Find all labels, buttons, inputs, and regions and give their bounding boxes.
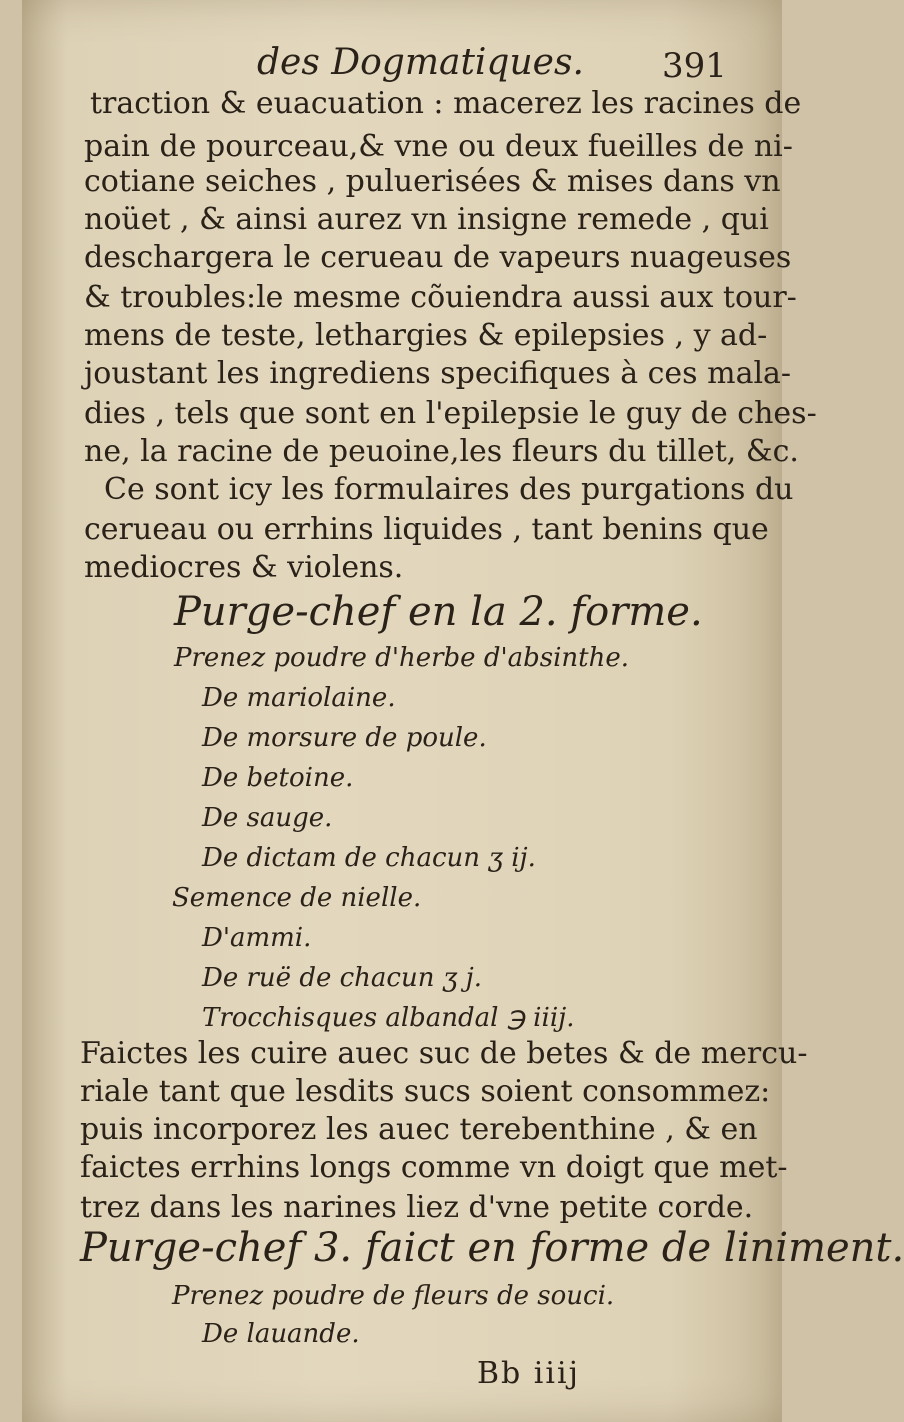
recipe-line: Semence de nielle. — [172, 883, 422, 913]
text-line: cotiane seiches , puluerisées & mises dans vn — [84, 164, 781, 199]
text-line: noüet , & ainsi aurez vn insigne remede , qui — [84, 202, 769, 237]
recipe-line: De lauande. — [202, 1319, 360, 1349]
text-line: riale tant que lesdits sucs soient consommez: — [80, 1074, 771, 1109]
running-title: des Dogmatiques. — [257, 42, 584, 83]
recipe-line: De ruë de chacun ʒ j. — [202, 963, 483, 993]
text-line: deschargera le cerueau de vapeurs nuageuses — [84, 240, 792, 275]
text-line: Ce sont icy les formulaires des purgations du — [104, 472, 794, 507]
text-line: mediocres & violens. — [84, 550, 404, 585]
text-line: trez dans les narines liez d'vne petite corde. — [80, 1190, 754, 1225]
recipe-line: De morsure de poule. — [202, 723, 487, 753]
recipe-line: Prenez poudre d'herbe d'absinthe. — [174, 643, 629, 673]
text-line: Faictes les cuire auec suc de betes & de mercu- — [80, 1036, 808, 1071]
text-line: joustant les ingrediens specifiques à ces mala- — [84, 356, 792, 391]
section-heading: Purge-chef en la 2. forme. — [174, 589, 703, 635]
recipe-line: D'ammi. — [202, 923, 312, 953]
text-line: ne, la racine de peuoine,les fleurs du tillet, &c. — [84, 434, 799, 469]
recipe-line: Trocchisques albandal ℈ iiij. — [202, 1003, 575, 1033]
text-line: mens de teste, lethargies & epilepsies , y ad- — [84, 318, 768, 353]
text-line: faictes errhins longs comme vn doigt que met- — [80, 1150, 788, 1185]
recipe-line: De mariolaine. — [202, 683, 396, 713]
text-line: & troubles:le mesme cõuiendra aussi aux tour- — [84, 280, 797, 315]
recipe-line: De betoine. — [202, 763, 354, 793]
book-page — [22, 0, 904, 1422]
section-heading: Purge-chef 3. faict en forme de liniment. — [80, 1225, 904, 1271]
text-line: puis incorporez les auec terebenthine , & en — [80, 1112, 758, 1147]
text-line: cerueau ou errhins liquides , tant benins que — [84, 512, 769, 547]
signature-mark: Bb iiij — [477, 1356, 580, 1391]
recipe-line: De dictam de chacun ʒ ij. — [202, 843, 536, 873]
recipe-line: Prenez poudre de fleurs de souci. — [172, 1281, 615, 1311]
recipe-line: De sauge. — [202, 803, 333, 833]
text-line: pain de pourceau,& vne ou deux fueilles de ni- — [84, 129, 793, 164]
text-line: dies , tels que sont en l'epilepsie le guy de ches- — [84, 396, 817, 431]
page-number: 391 — [662, 46, 727, 86]
text-line: traction & euacuation : macerez les racines de — [90, 86, 802, 121]
